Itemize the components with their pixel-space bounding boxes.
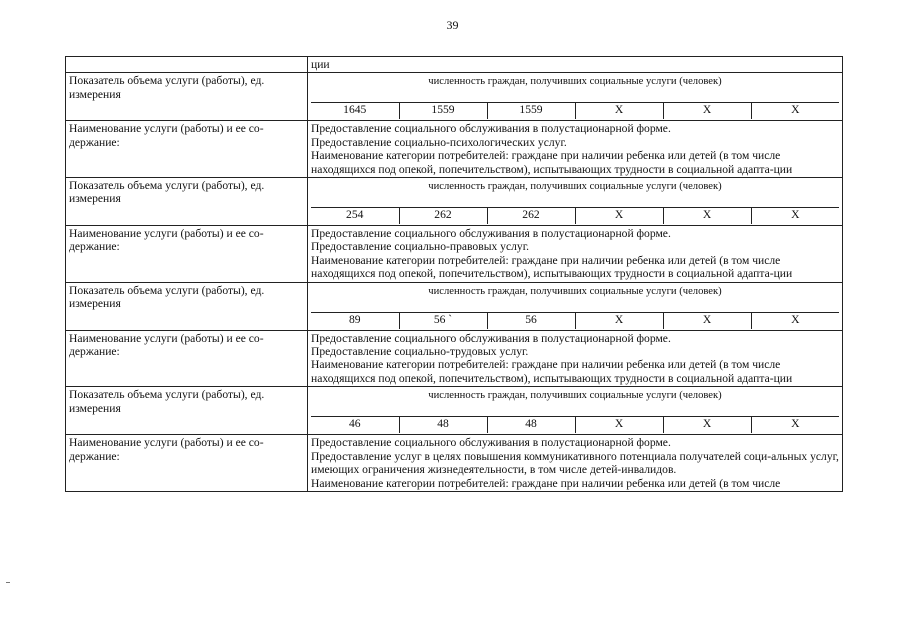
value-cell: 56 xyxy=(487,312,575,329)
value-cell: X xyxy=(663,417,751,434)
service-description-line: Предоставление социально-правовых услуг. xyxy=(311,240,530,254)
continuation-text: ции xyxy=(308,57,843,73)
margin-mark xyxy=(6,582,10,583)
services-table-body xyxy=(66,57,843,492)
service-label: Наименование услуги (работы) и ее со-держание: xyxy=(66,435,308,492)
service-description xyxy=(308,121,843,178)
service-row xyxy=(66,330,843,387)
service-description-line: Предоставление социального обслуживания в полустационарной форме. xyxy=(311,122,671,136)
metric-title-row xyxy=(311,284,839,313)
value-cell: X xyxy=(575,103,663,120)
value-cell: 46 xyxy=(311,417,399,434)
metric-title-row xyxy=(311,74,839,103)
service-row xyxy=(66,121,843,178)
service-description-line: Предоставление социального обслуживания в полустационарной форме. xyxy=(311,436,671,450)
value-cell: X xyxy=(663,208,751,225)
service-label: Наименование услуги (работы) и ее со-держание: xyxy=(66,330,308,387)
indicator-values-cell xyxy=(308,73,843,121)
indicator-row xyxy=(66,178,843,226)
indicator-label: Показатель объема услуги (работы), ед. измерения xyxy=(66,387,308,435)
service-description-line: Наименование категории потребителей: граждане при наличии ребенка или детей (в том числе xyxy=(311,476,781,490)
values-row xyxy=(311,208,839,225)
service-description-line: Предоставление социального обслуживания в полустационарной форме. xyxy=(311,331,671,345)
value-cell: X xyxy=(751,208,839,225)
value-cell: X xyxy=(751,103,839,120)
value-cell: 254 xyxy=(311,208,399,225)
values-row xyxy=(311,417,839,434)
continuation-label-cell xyxy=(66,57,308,73)
value-cell: X xyxy=(663,312,751,329)
value-cell: 48 xyxy=(487,417,575,434)
indicator-values-cell xyxy=(308,178,843,226)
metric-title-row xyxy=(311,388,839,417)
service-label: Наименование услуги (работы) и ее со-держание: xyxy=(66,226,308,283)
indicator-values-cell xyxy=(308,282,843,330)
service-description xyxy=(308,435,843,492)
service-description-line: Наименование категории потребителей: граждане при наличии ребенка или детей (в том числе находящихся под опекой, попечительством), испытывающих трудности в социальной адапта-ции xyxy=(311,358,793,385)
service-row xyxy=(66,226,843,283)
metric-title: численность граждан, получивших социальные услуги (человек) xyxy=(311,74,839,103)
value-cell: 1559 xyxy=(399,103,487,120)
metric-title-row xyxy=(311,179,839,208)
service-description-line: Предоставление услуг в целях повышения коммуникативного потенциала получателей соци-альных услуг, имеющих ограничения жизнедеятельности, в том числе детей-инвалидов. xyxy=(311,449,839,477)
value-cell: 1645 xyxy=(311,103,399,120)
page-number: 39 xyxy=(446,18,459,32)
service-description-line: Наименование категории потребителей: граждане при наличии ребенка или детей (в том числе находящихся под опекой, попечительством), испытывающих трудности в социальной адапта-ции xyxy=(311,253,793,281)
values-row xyxy=(311,103,839,120)
value-cell: X xyxy=(575,417,663,434)
indicator-values-cell xyxy=(308,387,843,435)
value-cell: 1559 xyxy=(487,103,575,120)
indicator-values-table xyxy=(311,284,839,329)
service-description xyxy=(308,226,843,283)
indicator-values-table xyxy=(311,179,839,224)
metric-title: численность граждан, получивших социальные услуги (человек) xyxy=(311,179,839,208)
metric-title: численность граждан, получивших социальные услуги (человек) xyxy=(311,284,839,313)
service-label: Наименование услуги (работы) и ее со-держание: xyxy=(66,121,308,178)
value-cell: 56 ` xyxy=(399,312,487,329)
value-cell: X xyxy=(663,103,751,120)
value-cell: X xyxy=(575,312,663,329)
service-description-line: Предоставление социально-трудовых услуг. xyxy=(311,345,529,359)
indicator-label: Показатель объема услуги (работы), ед. измерения xyxy=(66,282,308,330)
service-row xyxy=(66,435,843,492)
value-cell: X xyxy=(751,417,839,434)
value-cell: X xyxy=(575,208,663,225)
services-table xyxy=(65,56,843,492)
service-description-line: Предоставление социально-психологических услуг. xyxy=(311,135,567,149)
value-cell: 262 xyxy=(487,208,575,225)
indicator-row xyxy=(66,282,843,330)
indicator-values-table xyxy=(311,74,839,119)
indicator-label: Показатель объема услуги (работы), ед. измерения xyxy=(66,178,308,226)
service-description xyxy=(308,330,843,387)
value-cell: 48 xyxy=(399,417,487,434)
indicator-label: Показатель объема услуги (работы), ед. измерения xyxy=(66,73,308,121)
value-cell: 262 xyxy=(399,208,487,225)
continuation-row xyxy=(66,57,843,73)
service-description-line: Наименование категории потребителей: граждане при наличии ребенка или детей (в том числе находящихся под опекой, попечительством), испытывающих трудности в социальной адапта-ции xyxy=(311,149,793,176)
indicator-row xyxy=(66,73,843,121)
service-description-line: Предоставление социального обслуживания в полустационарной форме. xyxy=(311,227,671,241)
values-row xyxy=(311,312,839,329)
value-cell: X xyxy=(751,312,839,329)
metric-title: численность граждан, получивших социальные услуги (человек) xyxy=(311,388,839,417)
indicator-row xyxy=(66,387,843,435)
indicator-values-table xyxy=(311,388,839,433)
value-cell: 89 xyxy=(311,312,399,329)
